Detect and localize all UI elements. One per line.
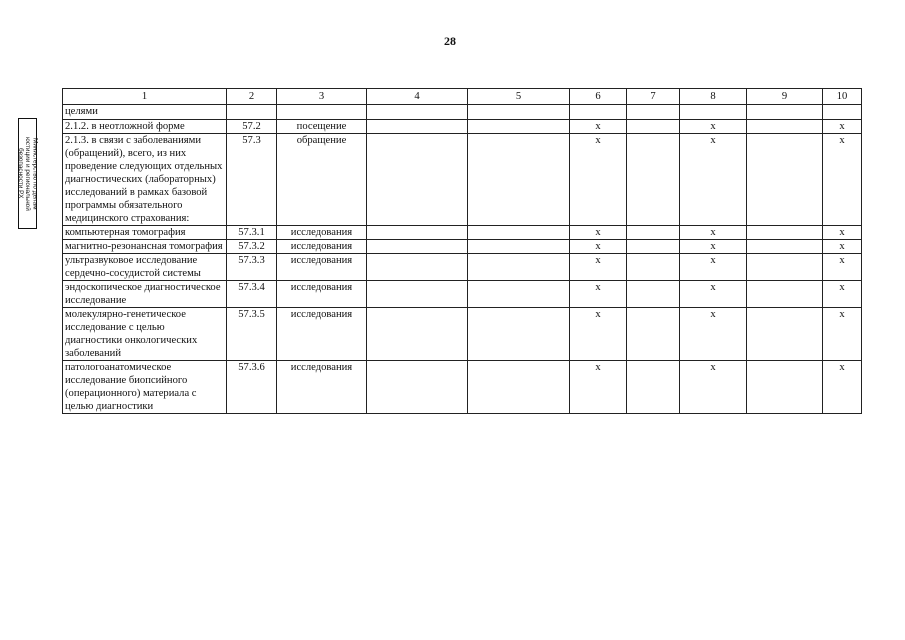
table-cell <box>627 134 680 226</box>
column-header: 4 <box>367 89 468 105</box>
table-cell <box>468 308 570 361</box>
column-header: 1 <box>63 89 227 105</box>
table-row <box>63 361 862 414</box>
table-cell <box>277 105 367 120</box>
table-cell <box>468 240 570 254</box>
table-cell <box>367 134 468 226</box>
table-cell <box>747 105 823 120</box>
stamp-line: юстиции и региональной <box>24 136 32 211</box>
cross-mark: x <box>823 226 862 240</box>
cross-mark: x <box>570 361 627 414</box>
stamp-line: Министерство по делам <box>31 137 39 210</box>
table-cell <box>367 105 468 120</box>
table-cell <box>627 361 680 414</box>
table-cell <box>823 105 862 120</box>
table-cell <box>367 120 468 134</box>
cross-mark: x <box>823 240 862 254</box>
row-code: 57.3.3 <box>227 254 277 281</box>
table-cell <box>747 240 823 254</box>
row-unit: исследования <box>277 308 367 361</box>
cross-mark: x <box>823 254 862 281</box>
row-unit: исследования <box>277 226 367 240</box>
table-cell <box>367 254 468 281</box>
table-cell <box>468 120 570 134</box>
table-cell <box>627 240 680 254</box>
row-code: 57.2 <box>227 120 277 134</box>
column-header: 2 <box>227 89 277 105</box>
row-name: молекулярно-генетическое исследование с целью диагностики онкологических заболеваний <box>63 308 227 361</box>
stamp-line: безопасности РХ <box>16 148 24 199</box>
row-name: целями <box>63 105 227 120</box>
row-code: 57.3.1 <box>227 226 277 240</box>
table-row <box>63 308 862 361</box>
table-row <box>63 254 862 281</box>
table-cell <box>468 254 570 281</box>
table-row <box>63 240 862 254</box>
table-cell <box>367 361 468 414</box>
row-code: 57.3 <box>227 134 277 226</box>
row-unit: исследования <box>277 254 367 281</box>
column-header: 3 <box>277 89 367 105</box>
table-cell <box>747 226 823 240</box>
cross-mark: x <box>680 226 747 240</box>
table-cell <box>367 281 468 308</box>
cross-mark: x <box>823 281 862 308</box>
table-row <box>63 281 862 308</box>
cross-mark: x <box>570 240 627 254</box>
cross-mark: x <box>823 120 862 134</box>
row-code: 57.3.2 <box>227 240 277 254</box>
row-name: компьютерная томография <box>63 226 227 240</box>
table-cell <box>570 105 627 120</box>
page-number: 28 <box>444 34 456 48</box>
table-cell <box>747 254 823 281</box>
table-cell <box>468 134 570 226</box>
table-cell <box>627 105 680 120</box>
row-name: патологоанатомическое исследование биопсийного (операционного) материала с целью диагностики <box>63 361 227 414</box>
row-name: 2.1.3. в связи с заболеваниями (обращений), всего, из них проведение следующих отдельных диагностических (лабораторных) исследований в рамках базовой программы обязательного медицинского страхования: <box>63 134 227 226</box>
row-unit: обращение <box>277 134 367 226</box>
table-row <box>63 226 862 240</box>
row-unit: исследования <box>277 240 367 254</box>
table-cell <box>468 281 570 308</box>
cross-mark: x <box>823 134 862 226</box>
cross-mark: x <box>680 281 747 308</box>
registration-stamp-text <box>16 137 38 211</box>
table-header-row <box>63 89 862 105</box>
column-header: 10 <box>823 89 862 105</box>
cross-mark: x <box>570 281 627 308</box>
cross-mark: x <box>680 361 747 414</box>
table-cell <box>627 254 680 281</box>
column-header: 7 <box>627 89 680 105</box>
table-cell <box>680 105 747 120</box>
column-header: 6 <box>570 89 627 105</box>
table-cell <box>468 226 570 240</box>
cross-mark: x <box>680 254 747 281</box>
row-unit: исследования <box>277 281 367 308</box>
table-cell <box>627 281 680 308</box>
cross-mark: x <box>680 308 747 361</box>
cross-mark: x <box>823 361 862 414</box>
column-header: 5 <box>468 89 570 105</box>
table-cell <box>367 226 468 240</box>
cross-mark: x <box>680 120 747 134</box>
cross-mark: x <box>570 308 627 361</box>
column-header: 9 <box>747 89 823 105</box>
table-cell <box>747 134 823 226</box>
cross-mark: x <box>570 120 627 134</box>
row-name: ультразвуковое исследование сердечно-сосудистой системы <box>63 254 227 281</box>
cross-mark: x <box>680 240 747 254</box>
table-cell <box>468 361 570 414</box>
table-cell <box>627 308 680 361</box>
row-name: 2.1.2. в неотложной форме <box>63 120 227 134</box>
table-cell <box>747 361 823 414</box>
row-code: 57.3.5 <box>227 308 277 361</box>
table-cell <box>747 120 823 134</box>
row-unit: посещение <box>277 120 367 134</box>
cross-mark: x <box>570 226 627 240</box>
table-cell <box>627 226 680 240</box>
cross-mark: x <box>680 134 747 226</box>
table-cell <box>747 281 823 308</box>
table-row <box>63 120 862 134</box>
cross-mark: x <box>823 308 862 361</box>
table-cell <box>227 105 277 120</box>
table-cell <box>627 120 680 134</box>
table-row <box>63 134 862 226</box>
table-cell <box>747 308 823 361</box>
table-row <box>63 105 862 120</box>
table-cell <box>367 240 468 254</box>
row-name: магнитно-резонансная томография <box>63 240 227 254</box>
row-code: 57.3.4 <box>227 281 277 308</box>
row-name: эндоскопическое диагностическое исследование <box>63 281 227 308</box>
table-cell <box>367 308 468 361</box>
row-code: 57.3.6 <box>227 361 277 414</box>
cross-mark: x <box>570 254 627 281</box>
table-cell <box>468 105 570 120</box>
services-table <box>62 88 862 414</box>
cross-mark: x <box>570 134 627 226</box>
row-unit: исследования <box>277 361 367 414</box>
column-header: 8 <box>680 89 747 105</box>
registration-stamp <box>18 118 37 229</box>
